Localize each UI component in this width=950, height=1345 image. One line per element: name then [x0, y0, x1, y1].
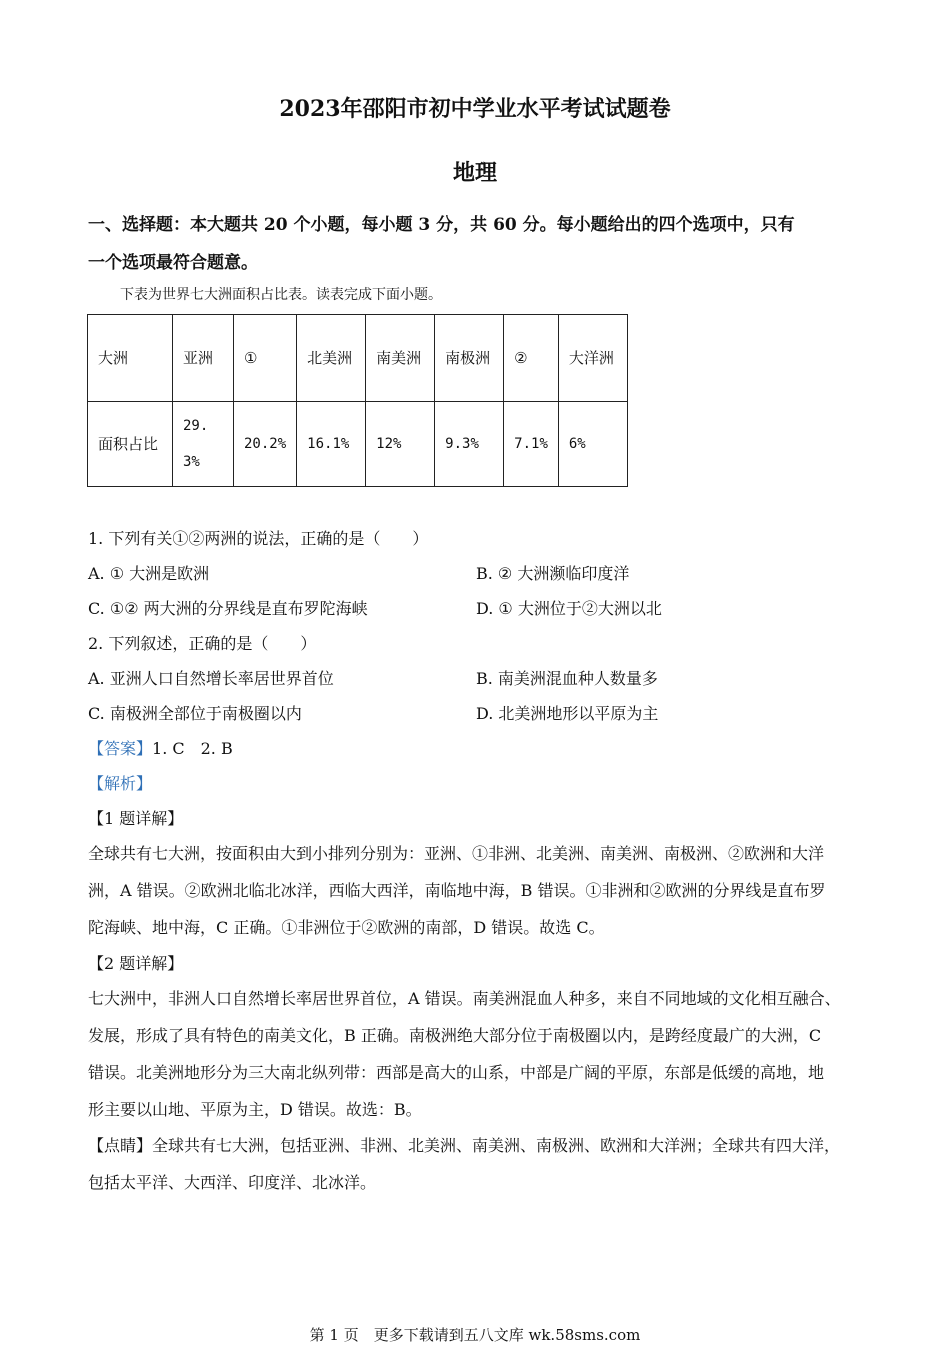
question-2-option-d: D. 北美洲地形以平原为主 [476, 704, 659, 723]
table-value-row [88, 402, 628, 487]
tip-line: 【点睛】全球共有七大洲，包括亚洲、非洲、北美洲、南美洲、南极洲、欧洲和大洋洲；全球共有四大洋， [88, 1136, 841, 1155]
table-cell: 大洲 [88, 315, 173, 402]
table-cell: 16.1% [297, 402, 366, 487]
question-1-option-c: C. ①② 两大洲的分界线是直布罗陀海峡 [88, 599, 368, 618]
table-cell: 9.3% [435, 402, 504, 487]
section-heading-line2: 一个选项最符合题意。 [88, 253, 258, 273]
table-cell: 12% [366, 402, 435, 487]
table-cell: 亚洲 [173, 315, 234, 402]
detail-2-line: 发展，形成了具有特色的南美文化，B 正确。南极洲绝大部分位于南极圈以内，是跨经度最广的大洲，C [88, 1026, 822, 1045]
table-cell: 20.2% [234, 402, 297, 487]
section-heading-line1: 一、选择题：本大题共 20 个小题，每小题 3 分，共 60 分。每小题给出的四个选项中，只有 [88, 215, 795, 235]
answer-line [88, 736, 233, 759]
question-2-option-c: C. 南极洲全部位于南极圈以内 [88, 704, 302, 723]
answer-label: 【答案】 [88, 739, 153, 758]
tip-line: 包括太平洋、大西洋、印度洋、北冰洋。 [88, 1173, 377, 1192]
table-cell: 南极洲 [435, 315, 504, 402]
table-cell: 大洋洲 [558, 315, 627, 402]
question-1-option-a: A. ① 大洲是欧洲 [88, 564, 210, 583]
detail-1-line: 洲，A 错误。②欧洲北临北冰洋，西临大西洋，南临地中海，B 错误。①非洲和②欧洲的分界线是直布罗 [88, 881, 826, 900]
detail-2-label: 【2 题详解】 [88, 954, 184, 973]
answer-value: 1. C 2. B [152, 739, 233, 758]
question-1-option-b: B. ② 大洲濒临印度洋 [476, 564, 630, 583]
question-2-option-a: A. 亚洲人口自然增长率居世界首位 [88, 669, 334, 688]
question-1-stem: 1. 下列有关①②两洲的说法，正确的是（ ） [88, 529, 429, 548]
table-cell: 北美洲 [297, 315, 366, 402]
detail-1-line: 全球共有七大洲，按面积由大到小排列分别为：亚洲、①非洲、北美洲、南美洲、南极洲、②欧洲和大洋 [88, 844, 825, 863]
exam-title: 2023年邵阳市初中学业水平考试试题卷 [279, 96, 671, 122]
detail-1-line: 陀海峡、地中海，C 正确。①非洲位于②欧洲的南部，D 错误。故选 C。 [88, 918, 605, 937]
analysis-label: 【解析】 [88, 774, 153, 793]
detail-2-line: 七大洲中，非洲人口自然增长率居世界首位，A 错误。南美洲混血人种多，来自不同地域的文化相互融合、 [88, 989, 841, 1008]
table-intro: 下表为世界七大洲面积占比表。读表完成下面小题。 [120, 287, 442, 303]
detail-2-line: 错误。北美洲地形分为三大南北纵列带：西部是高大的山系，中部是广阔的平原，东部是低缓的高地，地 [88, 1063, 825, 1082]
table-cell: 7.1% [504, 402, 559, 487]
table-cell: 6% [558, 402, 627, 487]
table-cell: 29.3% [173, 402, 234, 487]
page-footer: 第 1 页 更多下载请到五八文库 wk.58sms.com [309, 1326, 641, 1344]
table-header-row [88, 315, 628, 402]
question-2-option-b: B. 南美洲混血种人数量多 [476, 669, 658, 688]
table-cell: 南美洲 [366, 315, 435, 402]
question-2-stem: 2. 下列叙述，正确的是（ ） [88, 634, 317, 653]
table-cell: 面积占比 [88, 402, 173, 487]
table-cell: ② [504, 315, 559, 402]
table-cell: ① [234, 315, 297, 402]
subject-title: 地理 [452, 160, 497, 186]
detail-1-label: 【1 题详解】 [88, 809, 184, 828]
continent-area-table [87, 314, 628, 487]
detail-2-line: 形主要以山地、平原为主，D 错误。故选：B。 [88, 1100, 422, 1119]
question-1-option-d: D. ① 大洲位于②大洲以北 [476, 599, 662, 618]
